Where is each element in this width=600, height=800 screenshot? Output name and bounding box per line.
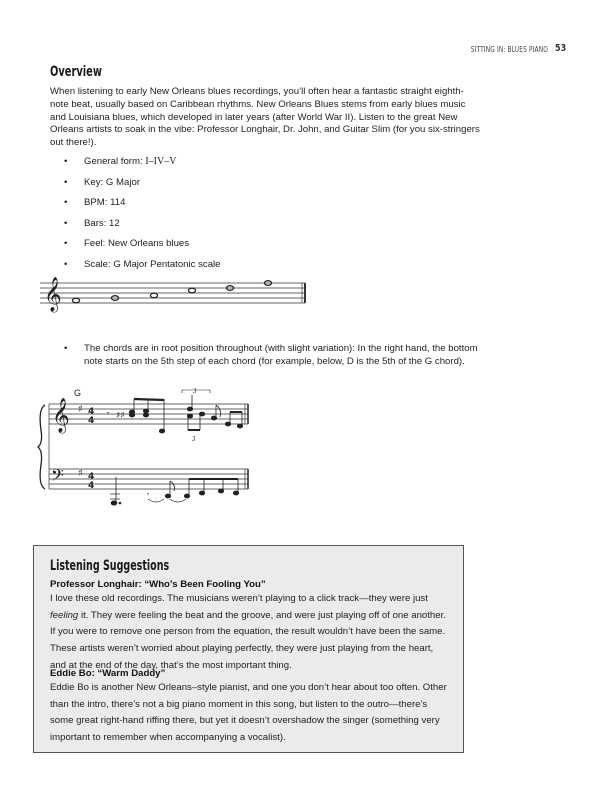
bullet-icon: • bbox=[64, 217, 68, 229]
bullet-icon: • bbox=[64, 176, 68, 188]
treble-clef-icon: 𝄞 bbox=[52, 398, 70, 433]
suggestion-heading-eddie-bo: Eddie Bo: “Warm Daddy” bbox=[50, 668, 166, 679]
bullet-bpm: • BPM: 114 bbox=[64, 197, 126, 209]
grand-staff-brace-icon bbox=[38, 405, 45, 489]
chord-position-bullet: • The chords are in root position throughout (with slight variation): In the right hand, the bottom note starts on the 5th step of each chord (for example, below, D is the 5th of the G chord). bbox=[64, 343, 478, 367]
svg-text:4: 4 bbox=[88, 416, 95, 426]
suggestion-text-eddie-bo: Eddie Bo is another New Orleans–style pianist, and one you don’t hear about too often. Other than the intro, there’s not a big piano moment in this song, but listen to the outro—there’s some great right-hand riffing there, but yet it doesn’t overshadow the singer (something very important to remember when accompanying a vocalist). bbox=[50, 682, 447, 744]
bullet-icon: • bbox=[64, 238, 68, 250]
suggestion-text-professor-longhair: I love these old recordings. The musicians weren’t playing to a click track—they were just feeling it. They were feeling the beat and the groove, and were just playing off of one another. If you were to remove one person from the equation, the result wouldn’t have been the same. These artists weren’t worried about playing perfectly, they were just playing from the heart, and at the end of the day, that’s the most important thing. bbox=[50, 593, 446, 671]
bass-clef-icon: 𝄢 bbox=[51, 465, 64, 489]
bullet-scale: • Scale: G Major Pentatonic scale bbox=[64, 258, 221, 270]
svg-text:4: 4 bbox=[88, 481, 95, 491]
bullet-icon: • bbox=[64, 343, 68, 354]
tuplet-label: 3 bbox=[193, 387, 197, 395]
form-roman-numerals: I–IV–V bbox=[145, 156, 177, 167]
chord-symbol: G bbox=[74, 388, 82, 398]
svg-text:4: 4 bbox=[88, 407, 95, 417]
svg-text:𝄾: 𝄾 bbox=[147, 490, 150, 499]
tuplet-label: 3 bbox=[192, 435, 196, 443]
bullet-feel: • Feel: New Orleans blues bbox=[64, 238, 190, 250]
bullet-icon: • bbox=[64, 197, 68, 209]
bullet-icon: • bbox=[64, 258, 68, 270]
treble-clef-icon: 𝄞 bbox=[44, 277, 62, 312]
piano-grand-staff-figure bbox=[36, 385, 256, 515]
svg-text:4: 4 bbox=[88, 472, 95, 482]
running-head: SITTING IN: BLUES PIANO bbox=[470, 45, 548, 54]
suggestion-heading-professor-longhair: Professor Longhair: “Who’s Been Fooling You” bbox=[50, 579, 266, 590]
page-number: 53 bbox=[555, 43, 567, 54]
overview-bullet-list bbox=[60, 156, 480, 280]
bullet-key: • Key: G Major bbox=[64, 176, 140, 188]
listening-suggestions-title: Listening Suggestions bbox=[50, 558, 170, 574]
svg-text:𝄾: 𝄾 bbox=[107, 409, 110, 418]
section-title-overview: Overview bbox=[50, 64, 102, 80]
scale-staff-figure bbox=[40, 278, 310, 323]
svg-text:♯♯: ♯♯ bbox=[116, 411, 125, 421]
bullet-icon: • bbox=[64, 156, 68, 167]
overview-paragraph: When listening to early New Orleans blues recordings, you’ll often hear a fantastic straight eighth-note beat, usually based on Caribbean rhythms. New Orleans Blues stems from early blues music and Louisiana blues, which developed in later years (after World War II). Listen to the great New Orleans artists to soak in the vibe: Professor Longhair, Dr. John, and Guitar Slim (for you six-stringers out there!). bbox=[50, 86, 480, 149]
svg-text:♯: ♯ bbox=[78, 404, 83, 415]
listening-suggestions-box bbox=[33, 545, 464, 753]
svg-text:♯: ♯ bbox=[78, 468, 83, 479]
bullet-general-form: • General form: I–IV–V bbox=[64, 156, 177, 167]
bullet-bars: • Bars: 12 bbox=[64, 217, 120, 229]
